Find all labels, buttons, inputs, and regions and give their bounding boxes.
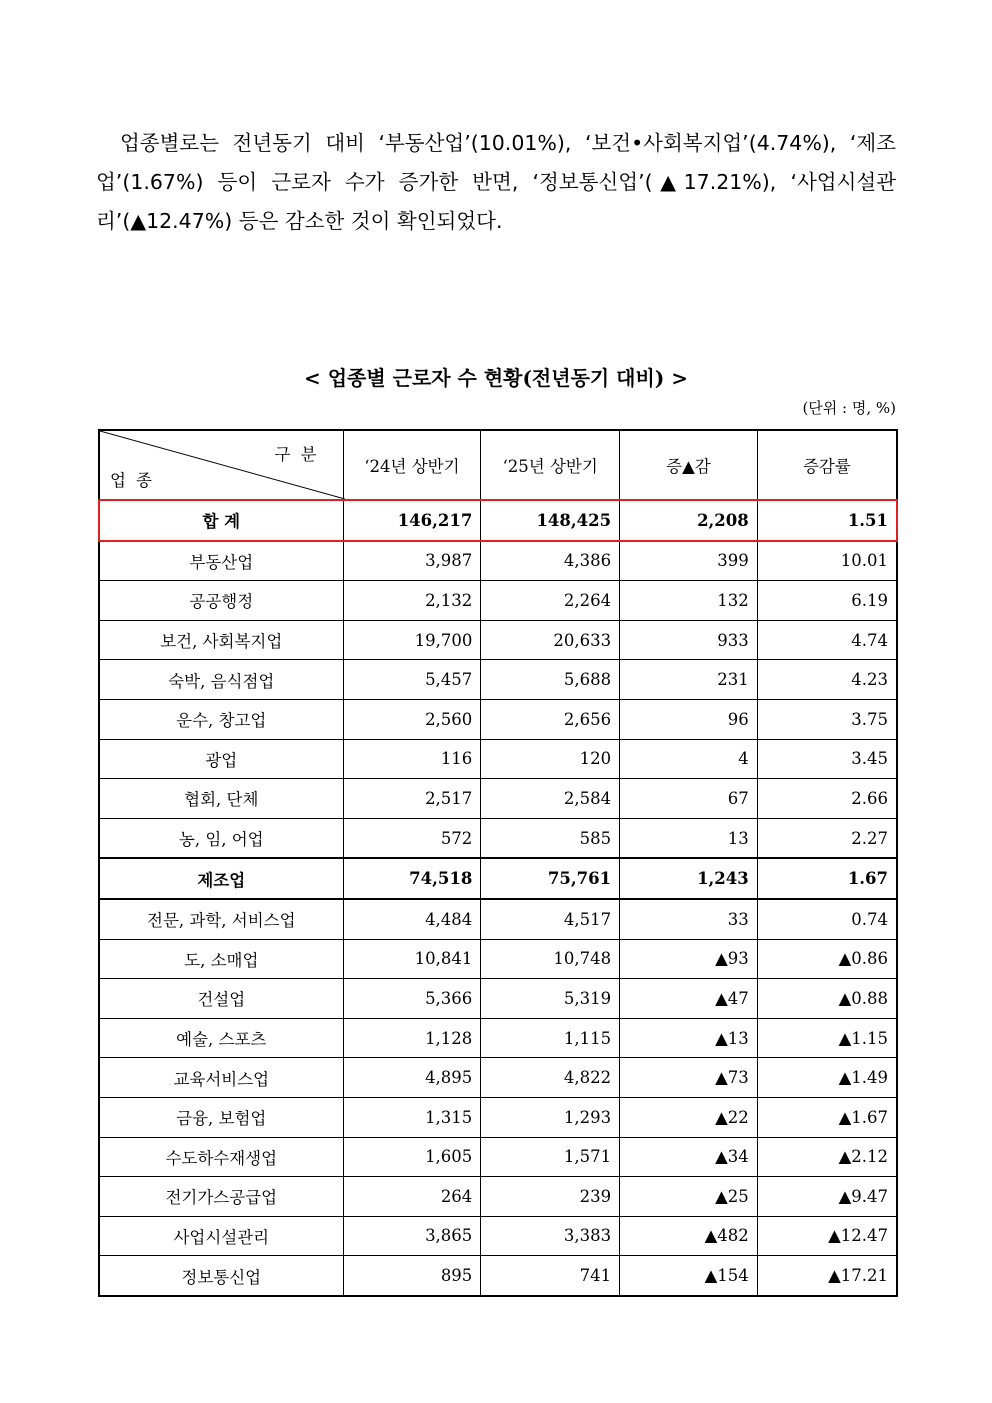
change-cell: 67 [620,779,758,819]
change-rate-cell: ▲12.47 [757,1216,897,1256]
value-2024h1-cell: 3,987 [343,541,481,581]
value-2025h1-cell: 4,517 [481,899,620,939]
industry-name-cell: 정보통신업 [99,1256,343,1296]
industry-name-cell: 도, 소매업 [99,939,343,979]
value-2024h1-cell: 116 [343,739,481,779]
diag-bottom-label: 업종 [110,471,162,490]
change-rate-cell: 2.66 [757,779,897,819]
table-row [99,1177,897,1217]
header-change: 증▲감 [620,430,758,500]
value-2025h1-cell: 4,822 [481,1058,620,1098]
industry-name-cell: 농, 임, 어업 [99,818,343,858]
value-2025h1-cell: 20,633 [481,620,620,660]
value-2024h1-cell: 146,217 [343,500,481,541]
diag-top-label: 구분 [274,445,327,464]
value-2025h1-cell: 148,425 [481,500,620,541]
change-cell: 1,243 [620,858,758,899]
value-2025h1-cell: 4,386 [481,541,620,581]
value-2024h1-cell: 19,700 [343,620,481,660]
table-row [99,939,897,979]
industry-name-cell: 부동산업 [99,541,343,581]
table-row [99,541,897,581]
change-rate-cell: ▲1.15 [757,1018,897,1058]
change-cell: 4 [620,739,758,779]
industry-name-cell: 사업시설관리 [99,1216,343,1256]
industry-name-cell: 금융, 보험업 [99,1097,343,1137]
value-2025h1-cell: 2,264 [481,581,620,621]
table-row [99,620,897,660]
value-2024h1-cell: 10,841 [343,939,481,979]
table-row [99,979,897,1019]
value-2025h1-cell: 1,293 [481,1097,620,1137]
table-row [99,699,897,739]
change-cell: 132 [620,581,758,621]
industry-name-cell: 협회, 단체 [99,779,343,819]
change-cell: 2,208 [620,500,758,541]
change-rate-cell: 6.19 [757,581,897,621]
table-row [99,1018,897,1058]
value-2025h1-cell: 2,584 [481,779,620,819]
value-2024h1-cell: 2,517 [343,779,481,819]
value-2024h1-cell: 1,315 [343,1097,481,1137]
change-rate-cell: 4.74 [757,620,897,660]
value-2025h1-cell: 3,383 [481,1216,620,1256]
summary-text: 업종별로는 전년동기 대비 ‘부동산업’(10.01%), ‘보건•사회복지업’(4.74%), ‘제조업’(1.67%) 등이 근로자 수가 증가한 반면, ‘정보통신업’(▲17.21%), ‘사업시설관리’(▲12.47%) 등은 감소한 것이 확인되었다. [96,131,896,233]
change-cell: ▲25 [620,1177,758,1217]
value-2024h1-cell: 2,132 [343,581,481,621]
industry-name-cell: 수도하수재생업 [99,1137,343,1177]
change-rate-cell: 1.67 [757,858,897,899]
change-rate-cell: ▲1.67 [757,1097,897,1137]
diagonal-header-cell [99,430,343,500]
header-2025h1: ‘25년 상반기 [481,430,620,500]
table-row [99,779,897,819]
change-rate-cell: 2.27 [757,818,897,858]
industry-name-cell: 보건, 사회복지업 [99,620,343,660]
change-rate-cell: 0.74 [757,899,897,939]
table-title: < 업종별 근로자 수 현황(전년동기 대비) > [303,366,689,390]
value-2025h1-cell: 75,761 [481,858,620,899]
industry-name-cell: 교육서비스업 [99,1058,343,1098]
value-2025h1-cell: 120 [481,739,620,779]
table-row [99,581,897,621]
table-row [99,1097,897,1137]
value-2025h1-cell: 10,748 [481,939,620,979]
table-row [99,1058,897,1098]
industry-name-cell: 운수, 창고업 [99,699,343,739]
value-2025h1-cell: 585 [481,818,620,858]
value-2025h1-cell: 1,571 [481,1137,620,1177]
value-2024h1-cell: 74,518 [343,858,481,899]
industry-name-cell: 숙박, 음식점업 [99,660,343,700]
value-2024h1-cell: 1,128 [343,1018,481,1058]
table-row [99,1137,897,1177]
value-2025h1-cell: 2,656 [481,699,620,739]
summary-paragraph [96,124,896,241]
change-cell: ▲13 [620,1018,758,1058]
unit-label: (단위 : 명, %) [802,399,896,417]
value-2024h1-cell: 1,605 [343,1137,481,1177]
change-cell: ▲34 [620,1137,758,1177]
value-2024h1-cell: 2,560 [343,699,481,739]
change-cell: ▲73 [620,1058,758,1098]
change-cell: ▲22 [620,1097,758,1137]
value-2024h1-cell: 572 [343,818,481,858]
table-row [99,858,897,899]
change-rate-cell: 10.01 [757,541,897,581]
change-cell: ▲93 [620,939,758,979]
table-row [99,818,897,858]
value-2025h1-cell: 239 [481,1177,620,1217]
change-cell: 96 [620,699,758,739]
value-2024h1-cell: 5,457 [343,660,481,700]
industry-name-cell: 합 계 [99,500,343,541]
change-rate-cell: ▲17.21 [757,1256,897,1296]
change-cell: ▲482 [620,1216,758,1256]
value-2024h1-cell: 264 [343,1177,481,1217]
change-cell: 33 [620,899,758,939]
header-2024h1: ‘24년 상반기 [343,430,481,500]
industry-name-cell: 전문, 과학, 서비스업 [99,899,343,939]
value-2024h1-cell: 895 [343,1256,481,1296]
change-rate-cell: ▲9.47 [757,1177,897,1217]
change-cell: 13 [620,818,758,858]
table-row [99,500,897,541]
value-2025h1-cell: 741 [481,1256,620,1296]
industry-name-cell: 전기가스공급업 [99,1177,343,1217]
change-rate-cell: ▲2.12 [757,1137,897,1177]
change-rate-cell: 1.51 [757,500,897,541]
value-2024h1-cell: 4,895 [343,1058,481,1098]
table-row [99,1216,897,1256]
value-2025h1-cell: 5,319 [481,979,620,1019]
change-cell: 933 [620,620,758,660]
change-cell: ▲154 [620,1256,758,1296]
header-change-rate: 증감률 [757,430,897,500]
change-rate-cell: ▲1.49 [757,1058,897,1098]
change-rate-cell: 4.23 [757,660,897,700]
table-header-row [99,430,897,500]
table-row [99,739,897,779]
change-rate-cell: ▲0.86 [757,939,897,979]
value-2025h1-cell: 5,688 [481,660,620,700]
industry-name-cell: 건설업 [99,979,343,1019]
change-cell: ▲47 [620,979,758,1019]
change-cell: 231 [620,660,758,700]
change-rate-cell: ▲0.88 [757,979,897,1019]
change-rate-cell: 3.75 [757,699,897,739]
value-2025h1-cell: 1,115 [481,1018,620,1058]
change-rate-cell: 3.45 [757,739,897,779]
industry-worker-table [98,429,898,1297]
value-2024h1-cell: 3,865 [343,1216,481,1256]
industry-name-cell: 제조업 [99,858,343,899]
value-2024h1-cell: 4,484 [343,899,481,939]
industry-name-cell: 예술, 스포츠 [99,1018,343,1058]
industry-name-cell: 광업 [99,739,343,779]
table-row [99,1256,897,1296]
industry-name-cell: 공공행정 [99,581,343,621]
value-2024h1-cell: 5,366 [343,979,481,1019]
table-row [99,660,897,700]
table-row [99,899,897,939]
change-cell: 399 [620,541,758,581]
